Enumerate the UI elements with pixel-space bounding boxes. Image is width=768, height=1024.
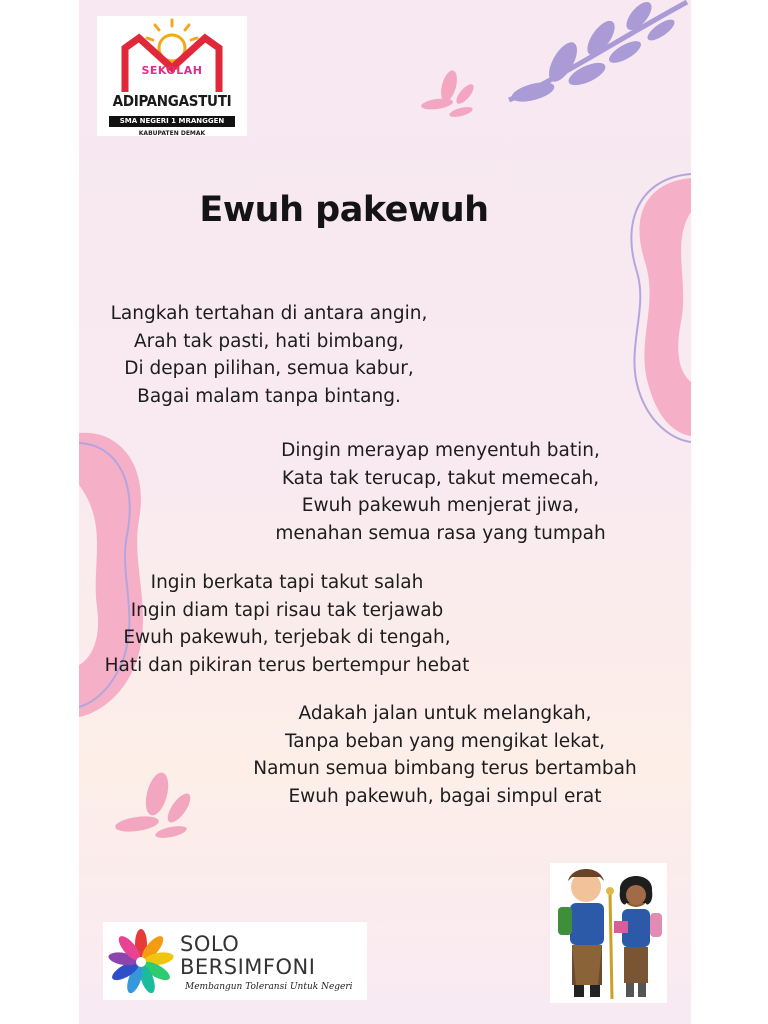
swirl-logo-icon bbox=[103, 922, 179, 1000]
poster bbox=[79, 0, 691, 1024]
school-region: KABUPATEN DEMAK bbox=[138, 130, 206, 137]
school-name: ADIPANGASTUTI bbox=[112, 92, 232, 110]
poem-line: Kata tak terucap, takut memecah, bbox=[281, 467, 600, 489]
bersimfoni-title: BERSIMFONI bbox=[180, 955, 316, 979]
wave-right-decoration bbox=[619, 172, 691, 447]
poem-line: Ewuh pakewuh, terjebak di tengah, bbox=[123, 627, 451, 648]
stanza-4 bbox=[239, 700, 651, 810]
poem-line: Ingin berkata tapi takut salah bbox=[150, 572, 424, 593]
poem-line: Di depan pilihan, semua kabur, bbox=[124, 358, 414, 379]
school-subtitle: SMA NEGERI 1 MRANGGEN bbox=[109, 116, 235, 127]
poem-line: Ewuh pakewuh, bagai simpul erat bbox=[288, 785, 602, 807]
poem-line: Ewuh pakewuh menjerat jiwa, bbox=[301, 495, 580, 516]
solo-title: SOLO bbox=[180, 932, 240, 956]
leaf-branch-icon bbox=[497, 0, 691, 110]
school-logo bbox=[97, 16, 247, 136]
sprout-icon bbox=[417, 68, 479, 120]
stanza-3 bbox=[97, 569, 477, 679]
poem-line: Namun semua bimbang terus bertambah bbox=[253, 758, 637, 779]
poem-line: Hati dan pikiran terus bertempur hebat bbox=[104, 654, 470, 676]
sprout-icon bbox=[107, 770, 197, 842]
poem-line: Tanpa beban yang mengikat lekat, bbox=[285, 730, 605, 752]
poem-line: Adakah jalan untuk melangkah, bbox=[298, 703, 592, 724]
poem-line: Dingin merayap menyentuh batin, bbox=[281, 440, 600, 461]
poem-line: Ingin diam tapi risau tak terjawab bbox=[130, 599, 444, 621]
poem-line: Arah tak pasti, hati bimbang, bbox=[134, 330, 404, 352]
poem-line: Bagai malam tanpa bintang. bbox=[137, 385, 401, 407]
solo-tagline: Membangun Toleransi Untuk Negeri bbox=[185, 982, 353, 992]
stanza-2 bbox=[262, 437, 619, 547]
solo-bersimfoni-logo bbox=[103, 922, 367, 1000]
lightbulb-icon bbox=[119, 18, 225, 92]
poem-line: Langkah tertahan di antara angin, bbox=[110, 303, 428, 324]
school-brand: SEKOLAH bbox=[141, 64, 203, 77]
poem-line: menahan semua rasa yang tumpah bbox=[275, 522, 606, 544]
students-illustration bbox=[550, 863, 667, 1003]
poem-title: Ewuh pakewuh bbox=[199, 190, 489, 230]
stanza-1 bbox=[99, 300, 439, 410]
